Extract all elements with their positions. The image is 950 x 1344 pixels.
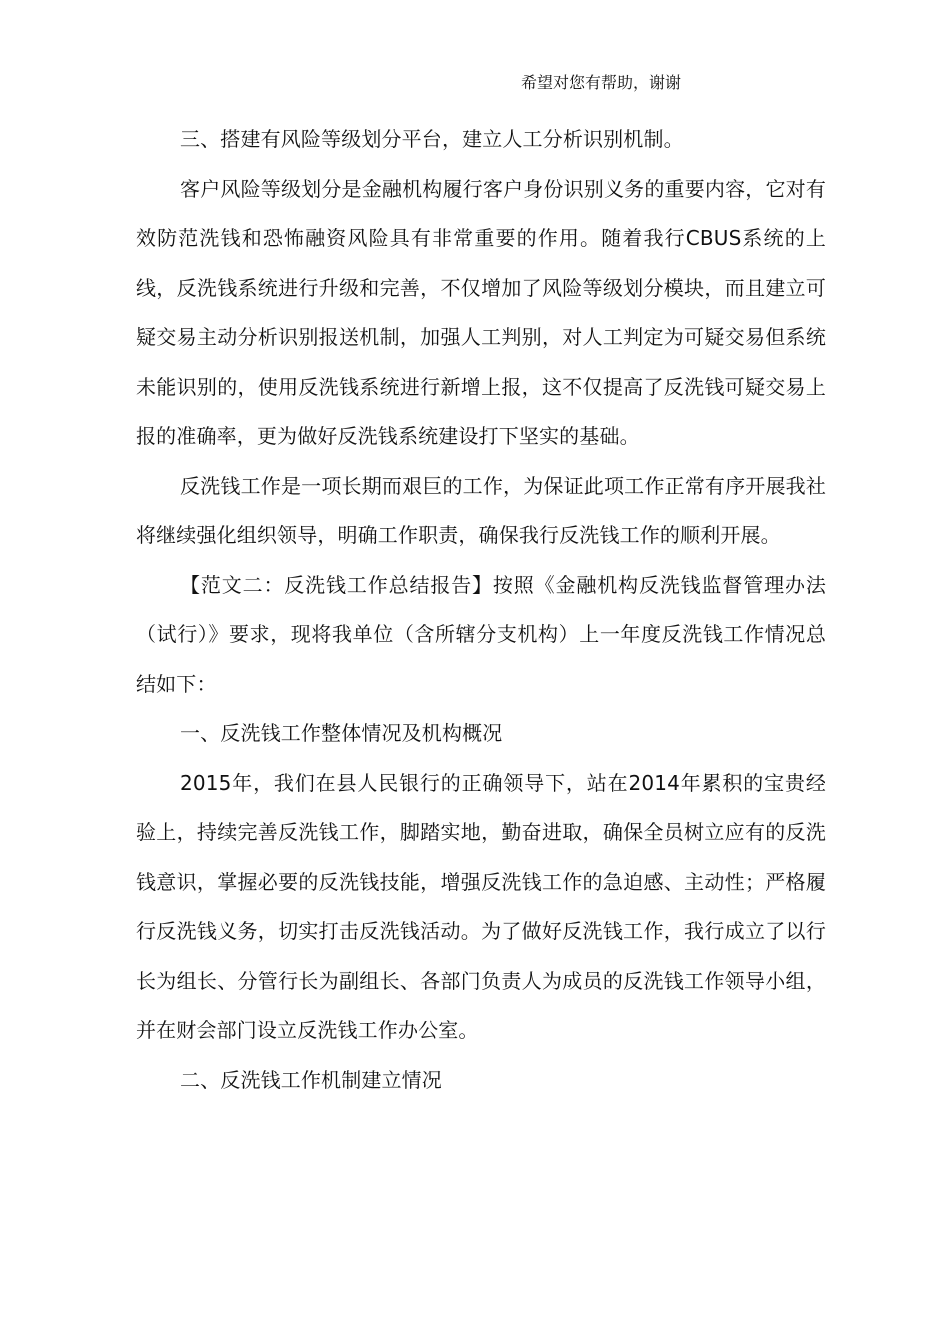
section-heading-2: 二、反洗钱工作机制建立情况 [180,1067,442,1092]
paragraph-conclusion: 反洗钱工作是一项长期而艰巨的工作，为保证此项工作正常有序开展我社将继续强化组织领导，明确工作职责，确保我行反洗钱工作的顺利开展。 [136,473,826,547]
paragraph-sample-two-intro: 【范文二：反洗钱工作总结报告】按照《金融机构反洗钱监督管理办法（试行）》要求，现将我单位（含所辖分支机构）上一年度反洗钱工作情况总结如下： [136,572,826,696]
paragraph-risk-grading: 客户风险等级划分是金融机构履行客户身份识别义务的重要内容，它对有效防范洗钱和恐怖融资风险具有非常重要的作用。随着我行CBUS系统的上线，反洗钱系统进行升级和完善，不仅增加了风险等级划分模块，而且建立可疑交易主动分析识别报送机制，加强人工判别，对人工判定为可疑交易但系统未能识别的，使用反洗钱系统进行新增上报，这不仅提高了反洗钱可疑交易上报的准确率，更为做好反洗钱系统建设打下坚实的基础。 [136,176,826,448]
section-heading-3: 三、搭建有风险等级划分平台，建立人工分析识别机制。 [180,127,684,151]
paragraph-overview-2015: 2015年，我们在县人民银行的正确领导下，站在2014年累积的宝贵经验上，持续完善反洗钱工作，脚踏实地，勤奋进取，确保全员树立应有的反洗钱意识，掌握必要的反洗钱技能，增强反洗钱工作的急迫感、主动性；严格履行反洗钱义务，切实打击反洗钱活动。为了做好反洗钱工作，我行成立了以行长为组长、分管行长为副组长、各部门负责人为成员的反洗钱工作领导小组，并在财会部门设立反洗钱工作办公室。 [136,770,826,1042]
document-body [136,115,826,1105]
section-heading-1: 一、反洗钱工作整体情况及机构概况 [180,721,503,745]
header-note: 希望对您有帮助，谢谢 [521,73,682,92]
